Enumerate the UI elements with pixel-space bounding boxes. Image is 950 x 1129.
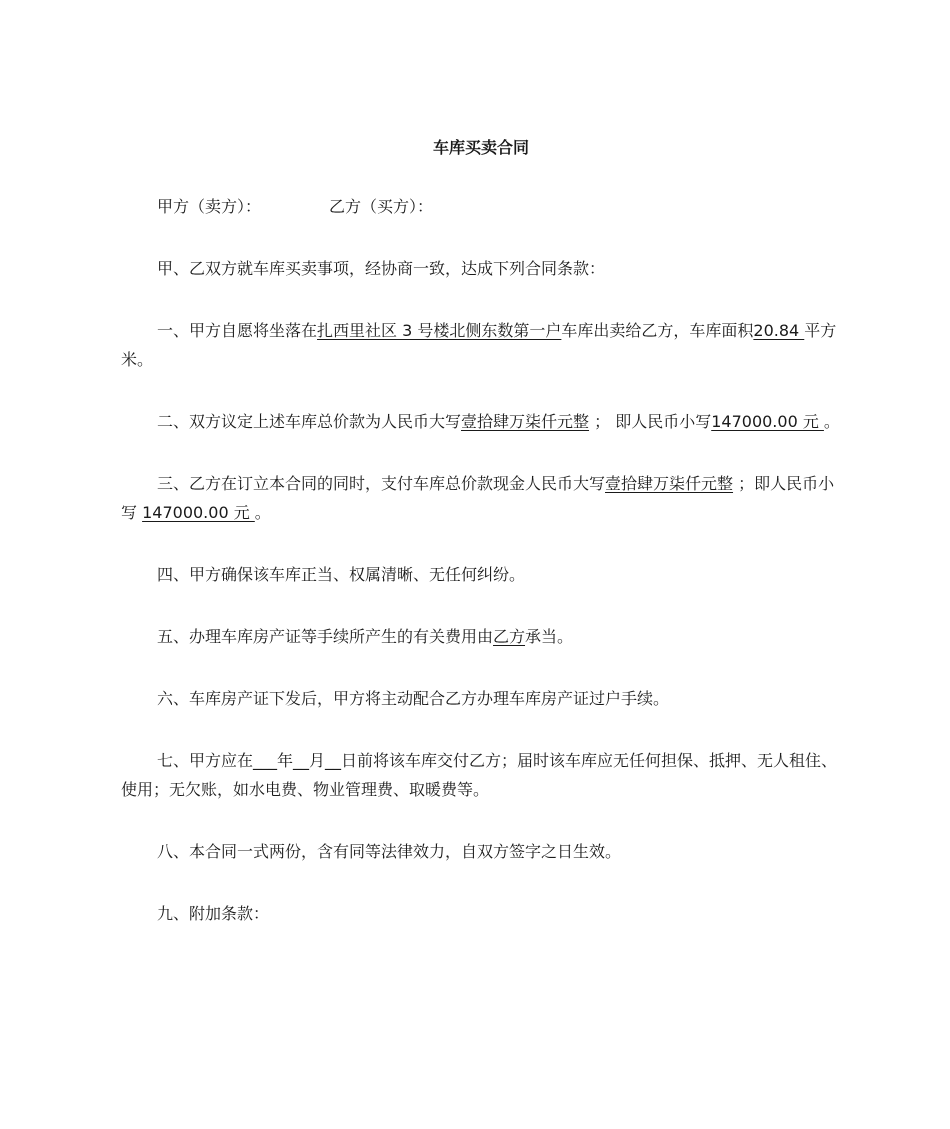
contract-document [121,130,841,961]
parties-line [121,192,841,221]
payment-number: 147000.00 元 [142,503,255,522]
clause-2-text-c: 。 [823,412,840,431]
clause-5 [121,622,841,651]
clause-3-text-c: 。 [254,503,271,522]
intro-paragraph: 甲、乙双方就车库买卖事项，经协商一致，达成下列合同条款： [157,259,606,278]
clause-5-text-b: 承当。 [525,627,574,646]
clause-3 [121,469,841,527]
total-price-number: 147000.00 元 [711,412,824,431]
garage-location: 扎西里社区 3 号楼北侧东数第一户 [317,321,562,340]
clause-1 [121,316,841,374]
garage-area: 20.84 [753,321,805,340]
clause-3-text-b: ；即人民币小写 [121,474,835,522]
clause-7: 七、甲方应在___年__月__日前将该车库交付乙方；届时该车库应无任何担保、抵押、无人租住、使用；无欠账，如水电费、物业管理费、取暖费等。 [121,751,838,799]
clause-8: 八、本合同一式两份，含有同等法律效力，自双方签字之日生效。 [157,842,622,861]
clause-5-text-a: 五、办理车库房产证等手续所产生的有关费用由 [157,627,494,646]
clause-3-text-a: 三、乙方在订立本合同的同时，支付车库总价款现金人民币大写 [157,474,606,493]
clause-1-text-a: 一、甲方自愿将坐落在 [157,321,318,340]
payment-words: 壹拾肆万柒仟元整 [605,474,734,493]
clause-1-text-c: 平方米。 [121,321,837,369]
fee-payer: 乙方 [493,627,526,646]
seller-label: 甲方（卖方）： [157,197,262,216]
clause-6: 六、车库房产证下发后，甲方将主动配合乙方办理车库房产证过户手续。 [157,689,670,708]
document-title: 车库买卖合同 [432,138,529,157]
buyer-label: 乙方（买方）： [329,197,434,216]
total-price-words: 壹拾肆万柒仟元整 [461,412,590,431]
clause-4: 四、甲方确保该车库正当、权属清晰、无任何纠纷。 [157,565,526,584]
clause-1-text-b: 车库出卖给乙方，车库面积 [561,321,754,340]
clause-9: 九、附加条款： [157,904,270,923]
clause-2 [121,407,841,436]
clause-2-text-b: ； 即人民币小写 [589,412,712,431]
clause-2-text-a: 二、双方议定上述车库总价款为人民币大写 [157,412,462,431]
